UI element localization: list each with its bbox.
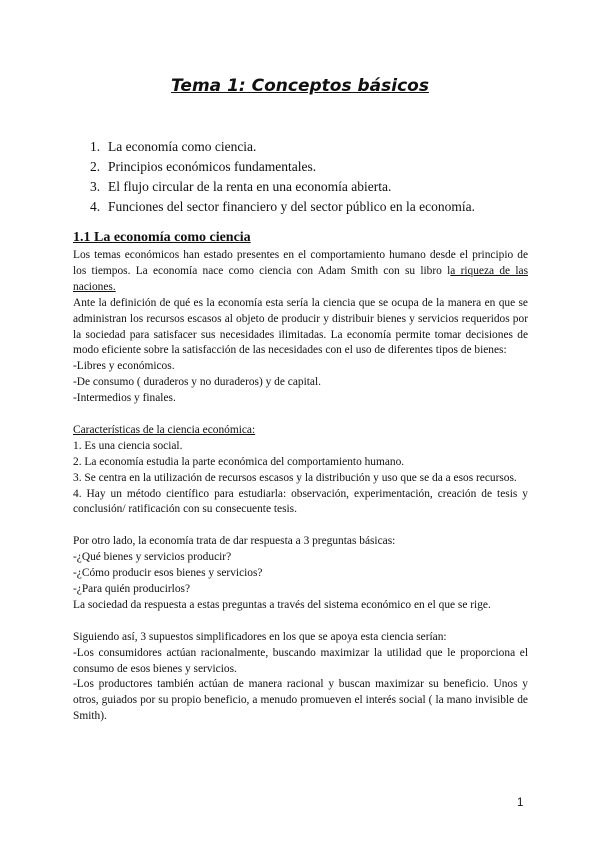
toc-text: Funciones del sector financiero y del sector público en la economía. (108, 199, 475, 214)
toc-item (90, 157, 475, 177)
questions-outro: La sociedad da respuesta a estas preguntas a través del sistema económico en el que se rige. (73, 598, 491, 611)
goods-item: -De consumo ( duraderos y no duraderos) y de capital. (73, 376, 321, 389)
characteristic-item: 2. La economía estudia la parte económica del comportamiento humano. (73, 455, 405, 468)
question-item: -¿Para quién producirlos? (73, 583, 191, 595)
question-item: -¿Cómo producir esos bienes y servicios? (73, 567, 263, 580)
toc-item (90, 137, 475, 157)
toc-number: 1. (90, 139, 101, 154)
assumption-item: -Los consumidores actúan racionalmente, buscando maximizar la utilidad que le proporciona el consumo de esos bienes y servicios. (73, 646, 528, 675)
toc-text: Principios económicos fundamentales. (108, 159, 317, 174)
definition-paragraph: Ante la definición de qué es la economía esta sería la ciencia que se ocupa de la manera en que se administran los recursos escasos al objeto de producir y distribuir bienes y servicios requeridos por la sociedad para satisfacer sus necesidades ilimitadas. La economía permite tomar decisiones de modo eficiente sobre la satisfacción de las necesidades con el uso de diferentes tipos de bienes: (73, 296, 528, 357)
toc-item (90, 177, 475, 197)
question-item: -¿Qué bienes y servicios producir? (73, 551, 232, 564)
questions-intro: Por otro lado, la economía trata de dar respuesta a 3 preguntas básicas: (73, 535, 396, 548)
characteristic-item: 4. Hay un método científico para estudiarla: observación, experimentación, creación de tesis y conclusión/ ratificación con su consecuente tesis. (73, 487, 528, 516)
intro-paragraph (73, 248, 528, 296)
characteristic-item: 3. Se centra en la utilización de recursos escasos y la distribución y uso que se da a esos recursos. (73, 471, 517, 484)
characteristic-item: 1. Es una ciencia social. (73, 439, 183, 452)
intro-text: Los temas económicos han estado presentes en el comportamiento humano desde el principio de los tiempos. La economía nace como ciencia con Adam Smith con su libro l (73, 249, 528, 277)
toc-number: 4. (90, 199, 101, 214)
toc-item (90, 197, 475, 217)
section-content (73, 229, 528, 725)
goods-item: -Libres y económicos. (73, 360, 175, 373)
page-title: Tema 1: Conceptos básicos (171, 76, 429, 96)
assumptions-intro: Siguiendo así, 3 supuestos simplificadores en los que se apoya esta ciencia serían: (73, 630, 447, 643)
toc-number: 2. (90, 159, 101, 174)
page-number: 1 (517, 797, 524, 809)
assumption-item: -Los productores también actúan de manera racional y buscan maximizar su beneficio. Unos y otros, guiados por su propio beneficio, a menudo promueven el interés social ( la mano invisible de Smith). (73, 678, 528, 723)
toc-text: La economía como ciencia. (108, 139, 257, 154)
toc-text: El flujo circular de la renta en una economía abierta. (108, 179, 392, 194)
section-heading: 1.1 La economía como ciencia (73, 230, 251, 245)
toc-number: 3. (90, 179, 101, 194)
goods-item: -Intermedios y finales. (73, 392, 176, 405)
book-title: a riqueza de las naciones. (73, 264, 529, 293)
characteristics-heading: Características de la ciencia económica: (73, 423, 256, 436)
table-of-contents (90, 137, 475, 217)
